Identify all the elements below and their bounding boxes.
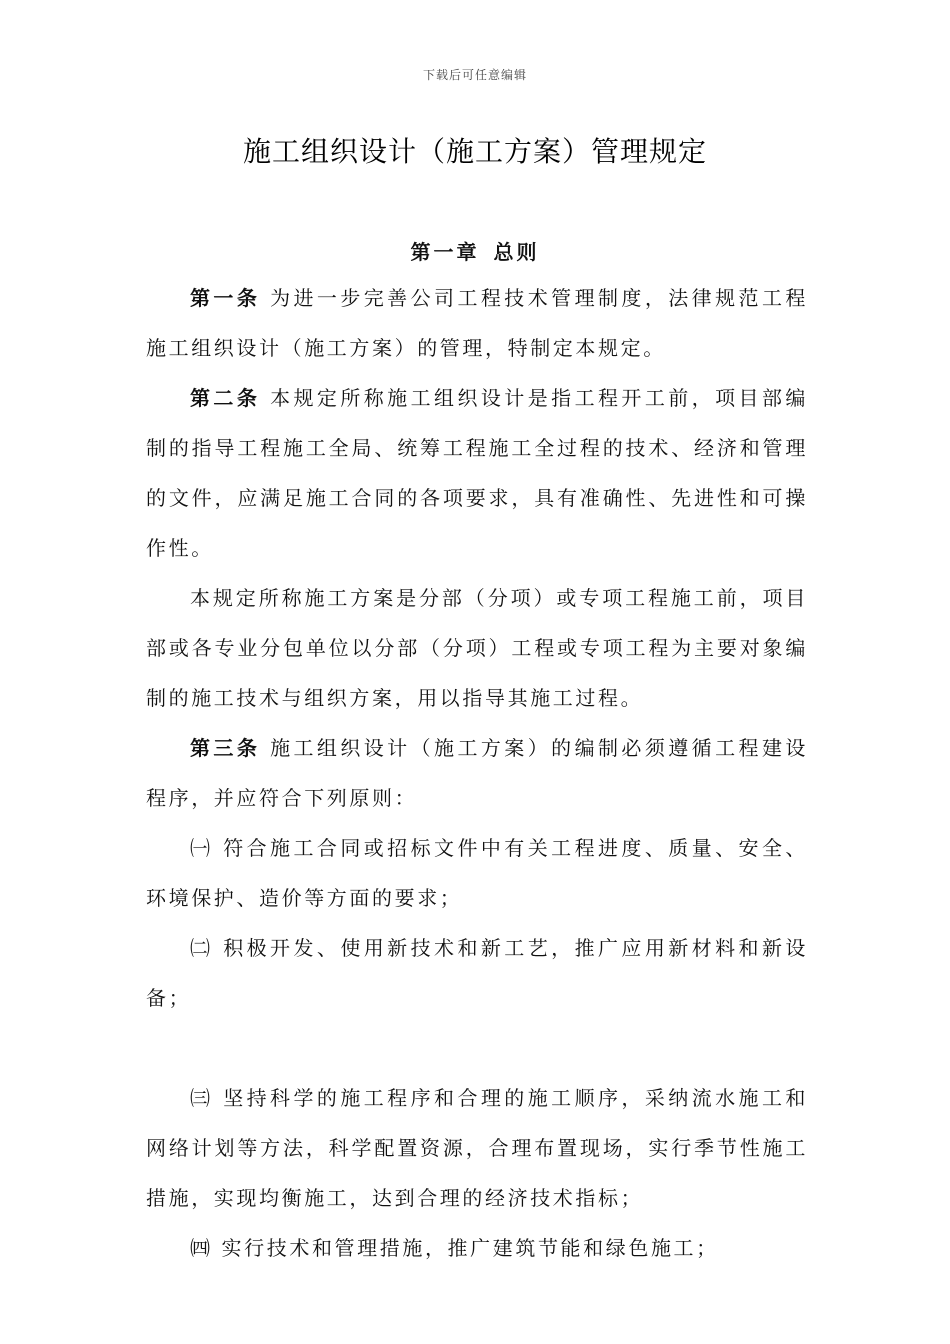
list-item-text: ㈠ 符合施工合同或招标文件中有关工程进度、质量、安全、环境保护、造价等方面的要求； [146, 836, 808, 910]
article-text: 为进一步完善公司工程技术管理制度，法律规范工程施工组织设计（施工方案）的管理，特制定本规定。 [146, 286, 808, 360]
article-text: 本规定所称施工组织设计是指工程开工前，项目部编制的指导工程施工全局、统筹工程施工全过程的技术、经济和管理的文件，应满足施工合同的各项要求，具有准确性、先进性和可操作性。 [146, 386, 808, 560]
article-label: 第二条 [190, 386, 261, 410]
article-3 [146, 723, 808, 823]
list-item-text: ㈣ 实行技术和管理措施，推广建筑节能和绿色施工； [190, 1236, 719, 1260]
article-label: 第一条 [190, 286, 261, 310]
chapter-number: 第一章 [410, 240, 480, 264]
chapter-heading [0, 236, 950, 265]
list-item [146, 823, 808, 923]
list-item [146, 1073, 808, 1223]
article-label: 第三条 [190, 736, 261, 760]
list-item [146, 1223, 808, 1273]
paragraph [146, 573, 808, 723]
document-title: 施工组织设计（施工方案）管理规定 [242, 135, 707, 168]
body-text [146, 273, 808, 1273]
list-item-text: ㈡ 积极开发、使用新技术和新工艺，推广应用新材料和新设备； [146, 936, 808, 1010]
chapter-name: 总则 [493, 240, 540, 264]
list-item [146, 923, 808, 1023]
list-item-text: ㈢ 坚持科学的施工程序和合理的施工顺序，采纳流水施工和网络计划等方法，科学配置资源，合理布置现场，实行季节性施工措施，实现均衡施工，达到合理的经济技术指标； [146, 1086, 808, 1210]
article-1 [146, 273, 808, 373]
article-text: 施工组织设计（施工方案）的编制必须遵循工程建设程序，并应符合下列原则： [146, 736, 808, 810]
header-note: 下载后可任意编辑 [422, 68, 527, 82]
article-2 [146, 373, 808, 573]
blank-line [146, 1023, 808, 1073]
paragraph-text: 本规定所称施工方案是分部（分项）或专项工程施工前，项目部或各专业分包单位以分部（分项）工程或专项工程为主要对象编制的施工技术与组织方案，用以指导其施工过程。 [146, 586, 808, 710]
